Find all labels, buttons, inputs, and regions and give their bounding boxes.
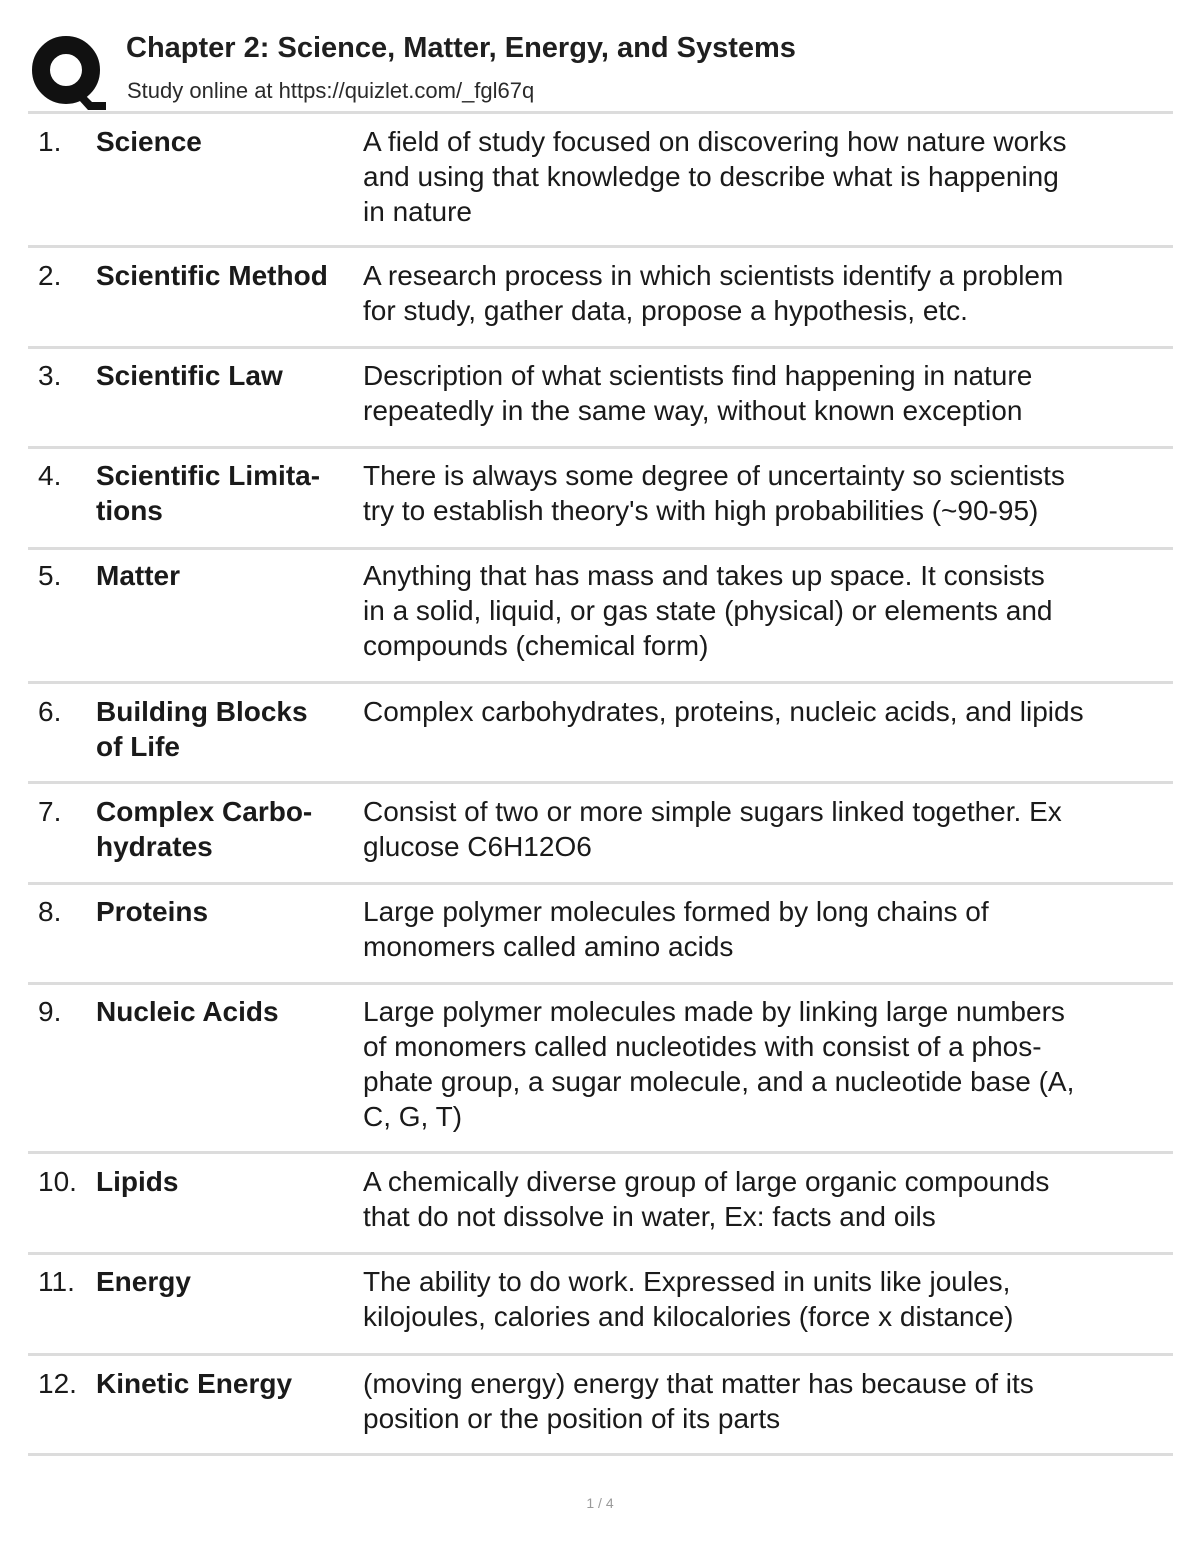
row-divider [28, 882, 1173, 885]
term-name-line: Science [96, 126, 202, 157]
term-name-line: hydrates [96, 831, 213, 862]
term-name-line: Scientific Law [96, 360, 283, 391]
term-number: 3. [38, 360, 62, 391]
term-number: 9. [38, 996, 62, 1027]
page-number: 1 / 4 [586, 1495, 614, 1511]
definition-line: phate group, a sugar molecule, and a nucleotide base (A, [363, 1066, 1075, 1097]
definition-line: A research process in which scientists identify a problem [363, 260, 1064, 291]
term-number: 7. [38, 796, 62, 827]
definition-line: in a solid, liquid, or gas state (physical) or elements and [363, 595, 1053, 626]
definition-line: Large polymer molecules formed by long chains of [363, 896, 989, 927]
term-name [96, 1264, 352, 1299]
term-name [96, 794, 352, 864]
term-name-line: Nucleic Acids [96, 996, 279, 1027]
term-name-line: Scientific Method [96, 260, 328, 291]
definition-line: The ability to do work. Expressed in units like joules, [363, 1266, 1011, 1297]
term-number: 6. [38, 696, 62, 727]
definition-line: Anything that has mass and takes up space. It consists [363, 560, 1045, 591]
term-name-line: Lipids [96, 1166, 179, 1197]
term-name [96, 558, 352, 593]
definition-line: in nature [363, 196, 472, 227]
term-number: 10. [38, 1166, 77, 1197]
definition-line: Complex carbohydrates, proteins, nucleic acids, and lipids [363, 696, 1084, 727]
definition-line: (moving energy) energy that matter has because of its [363, 1368, 1034, 1399]
definition-line: glucose C6H12O6 [363, 831, 592, 862]
header-divider [28, 111, 1173, 114]
row-divider [28, 781, 1173, 784]
definition-line: kilojoules, calories and kilocalories (force x distance) [363, 1301, 1014, 1332]
term-number: 8. [38, 896, 62, 927]
term-definition [363, 794, 1163, 864]
term-name-line: Kinetic Energy [96, 1368, 293, 1399]
definition-line: A field of study focused on discovering how nature works [363, 126, 1067, 157]
term-name [96, 258, 352, 293]
term-number: 1. [38, 126, 62, 157]
row-divider [28, 1151, 1173, 1154]
definition-line: C, G, T) [363, 1101, 463, 1132]
row-divider [28, 245, 1173, 248]
term-name-line: Proteins [96, 896, 209, 927]
term-definition [363, 458, 1163, 528]
definition-line: of monomers called nucleotides with consist of a phos- [363, 1031, 1042, 1062]
term-name [96, 694, 352, 764]
term-name-line: Matter [96, 560, 181, 591]
term-definition [363, 694, 1163, 729]
page-title: Chapter 2: Science, Matter, Energy, and Systems [126, 32, 796, 64]
definition-line: that do not dissolve in water, Ex: facts and oils [363, 1201, 936, 1232]
term-definition [363, 994, 1163, 1134]
term-number: 12. [38, 1368, 77, 1399]
definition-line: for study, gather data, propose a hypothesis, etc. [363, 295, 968, 326]
term-name-line: Scientific Limita- [96, 460, 321, 491]
definition-line: position or the position of its parts [363, 1403, 781, 1434]
term-definition [363, 894, 1163, 964]
term-name-line: Energy [96, 1266, 191, 1297]
definition-line: compounds (chemical form) [363, 630, 709, 661]
term-definition [363, 124, 1163, 229]
row-divider [28, 446, 1173, 449]
row-divider [28, 681, 1173, 684]
term-name [96, 1366, 352, 1401]
definition-line: repeatedly in the same way, without known exception [363, 395, 1023, 426]
term-name-line: Building Blocks [96, 696, 308, 727]
study-online-link[interactable]: Study online at https://quizlet.com/_fgl67q [127, 78, 535, 103]
definition-line: There is always some degree of uncertainty so scientists [363, 460, 1065, 491]
term-name-line: Complex Carbo- [96, 796, 313, 827]
definition-line: Description of what scientists find happening in nature [363, 360, 1033, 391]
page-header [30, 28, 1172, 110]
row-divider [28, 1353, 1173, 1356]
term-definition [363, 358, 1163, 428]
term-name [96, 994, 352, 1029]
term-number: 11. [38, 1266, 75, 1297]
definition-line: Large polymer molecules made by linking large numbers [363, 996, 1065, 1027]
definition-line: and using that knowledge to describe what is happening [363, 161, 1059, 192]
term-name [96, 458, 352, 528]
term-definition [363, 1264, 1163, 1334]
definition-line: try to establish theory's with high probabilities (~90-95) [363, 495, 1039, 526]
row-divider [28, 547, 1173, 550]
definition-line: Consist of two or more simple sugars linked together. Ex [363, 796, 1062, 827]
term-definition [363, 1164, 1163, 1234]
row-divider [28, 982, 1173, 985]
row-divider [28, 346, 1173, 349]
term-number: 5. [38, 560, 62, 591]
term-definition [363, 258, 1163, 328]
term-definition [363, 558, 1163, 663]
quizlet-logo-icon [30, 34, 106, 110]
term-name [96, 358, 352, 393]
term-definition [363, 1366, 1163, 1436]
term-name [96, 894, 352, 929]
term-name [96, 1164, 352, 1199]
term-name-line: of Life [96, 731, 180, 762]
term-number: 2. [38, 260, 62, 291]
term-name [96, 124, 352, 159]
term-name-line: tions [96, 495, 163, 526]
row-divider [28, 1453, 1173, 1456]
row-divider [28, 1252, 1173, 1255]
definition-line: monomers called amino acids [363, 931, 734, 962]
term-number: 4. [38, 460, 62, 491]
definition-line: A chemically diverse group of large organic compounds [363, 1166, 1050, 1197]
